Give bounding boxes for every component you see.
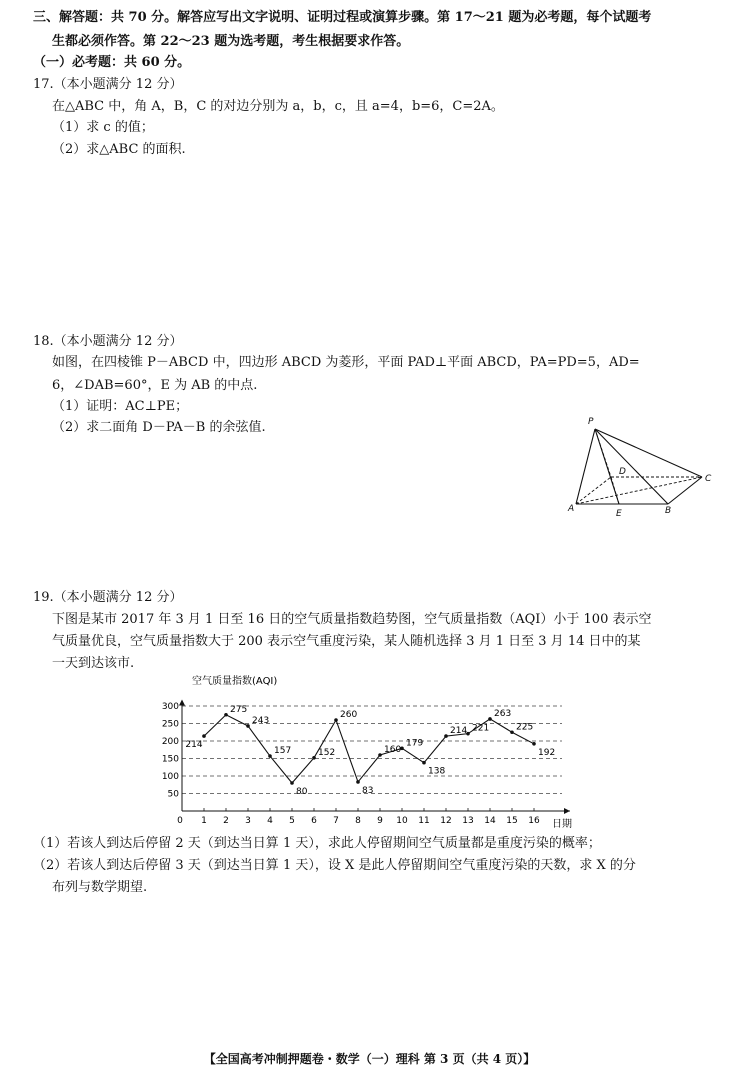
y-tick-label: 200 — [161, 737, 179, 747]
label-A: A — [568, 504, 575, 514]
data-point — [378, 753, 382, 757]
data-point — [356, 780, 360, 784]
data-label: 214 — [185, 740, 203, 751]
data-point — [422, 761, 426, 765]
data-point — [312, 756, 316, 760]
data-label: 157 — [274, 746, 292, 757]
x-tick-label: 14 — [484, 816, 496, 826]
y-tick-label: 250 — [161, 719, 179, 730]
data-point — [246, 724, 250, 728]
data-label: 221 — [472, 723, 490, 734]
data-label: 160 — [384, 745, 402, 755]
q18-sub1: （1）证明：AC⊥PE； — [52, 399, 189, 414]
q19-title: 19.（本小题满分 12 分） — [33, 590, 183, 605]
q19-sub1: （1）若该人到达后停留 2 天（到达当日算 1 天），求此人停留期间空气质量都是重度污染的概率； — [33, 836, 601, 851]
data-label: 263 — [494, 708, 512, 719]
data-point — [224, 713, 228, 717]
data-point — [510, 730, 514, 734]
y-tick-label: 300 — [161, 702, 179, 712]
x-tick-label: 15 — [506, 816, 518, 826]
q19-sub2-line1: （2）若该人到达后停留 3 天（到达当日算 1 天），设 X 是此人停留期间空气重度污染的天数，求 X 的分 — [33, 858, 636, 873]
x-tick-label: 10 — [396, 816, 408, 826]
data-label: 260 — [340, 710, 358, 720]
label-E: E — [616, 509, 622, 519]
q17-stem: 在△ABC 中，角 A，B，C 的对边分别为 a，b，c，且 a=4，b=6，C=2A。 — [52, 99, 504, 114]
edge-PB — [595, 429, 668, 504]
data-label: 152 — [318, 747, 336, 758]
page-footer: 【全国高考冲制押题卷・数学（一）理科 第 3 页（共 4 页）】 — [203, 1052, 536, 1066]
data-point — [532, 742, 536, 746]
edge-PC — [595, 429, 702, 477]
data-label: 179 — [406, 738, 424, 749]
q17-sub2: （2）求△ABC 的面积. — [52, 142, 186, 157]
x-axis-arrow — [564, 808, 570, 814]
q18-sub2: （2）求二面角 D－PA－B 的余弦值. — [52, 420, 266, 435]
x-tick-label: 9 — [377, 816, 383, 826]
x-tick-label: 0 — [177, 816, 183, 826]
q17-sub1: （1）求 c 的值； — [52, 120, 154, 135]
pyramid-figure — [566, 412, 716, 520]
q19-stem-line2: 气质量优良，空气质量指数大于 200 表示空气重度污染，某人随机选择 3 月 1 日至 3 月 14 日中的某 — [52, 634, 641, 649]
x-tick-label: 4 — [267, 816, 273, 826]
section-header-line2: 生都必须作答。第 22～23 题为选考题，考生根据要求作答。 — [52, 34, 410, 49]
label-B: B — [665, 506, 672, 516]
x-tick-label: 12 — [440, 816, 452, 826]
x-tick-label: 13 — [462, 816, 474, 826]
label-D: D — [619, 467, 626, 477]
x-tick-label: 11 — [418, 816, 430, 826]
x-tick-label: 1 — [201, 816, 207, 826]
data-label: 80 — [296, 787, 308, 797]
part-required-heading: （一）必考题：共 60 分。 — [33, 55, 191, 70]
aqi-line-chart — [160, 672, 580, 832]
q18-stem-line2: 6，∠DAB=60°，E 为 AB 的中点. — [52, 378, 258, 393]
q19-stem-line3: 一天到达该市. — [52, 656, 135, 671]
data-label: 192 — [538, 747, 556, 758]
data-point — [488, 717, 492, 721]
section-header-line1: 三、解答题：共 70 分。解答应写出文字说明、证明过程或演算步骤。第 17～21 题为必考题，每个试题考 — [33, 10, 652, 25]
x-tick-label: 3 — [245, 816, 251, 826]
diag-AC — [576, 477, 702, 504]
data-point — [202, 734, 206, 738]
x-tick-label: 5 — [289, 816, 295, 826]
edge-PA — [576, 429, 595, 504]
label-P: P — [588, 417, 594, 427]
x-tick-label: 2 — [223, 816, 229, 826]
data-label: 225 — [516, 722, 534, 733]
chart-title: 空气质量指数(AQI) — [192, 676, 278, 687]
data-point — [444, 734, 448, 738]
q17-title: 17.（本小题满分 12 分） — [33, 77, 183, 92]
x-tick-label: 8 — [355, 816, 361, 826]
label-C: C — [705, 474, 712, 484]
data-point — [290, 781, 294, 785]
q19-sub2-line2: 布列与数学期望. — [52, 880, 148, 895]
y-tick-label: 50 — [167, 789, 179, 800]
y-tick-label: 150 — [161, 754, 179, 765]
data-label: 138 — [428, 766, 446, 777]
data-label: 83 — [362, 785, 374, 796]
x-tick-label: 16 — [528, 816, 540, 826]
x-tick-label: 6 — [311, 816, 317, 826]
q19-stem-line1: 下图是某市 2017 年 3 月 1 日至 16 日的空气质量指数趋势图，空气质量指数（AQI）小于 100 表示空 — [52, 612, 652, 627]
data-label: 275 — [230, 704, 248, 715]
data-label: 243 — [252, 715, 270, 726]
data-point — [268, 754, 272, 758]
y-tick-label: 100 — [161, 772, 179, 782]
x-axis-label: 日期 — [552, 819, 572, 830]
q18-title: 18.（本小题满分 12 分） — [33, 334, 183, 349]
x-tick-label: 7 — [333, 816, 339, 826]
q18-stem-line1: 如图，在四棱锥 P－ABCD 中，四边形 ABCD 为菱形，平面 PAD⊥平面 ABCD，PA=PD=5，AD= — [52, 355, 640, 370]
data-point — [334, 718, 338, 722]
y-axis-arrow — [179, 700, 185, 706]
data-label: 214 — [450, 726, 468, 737]
